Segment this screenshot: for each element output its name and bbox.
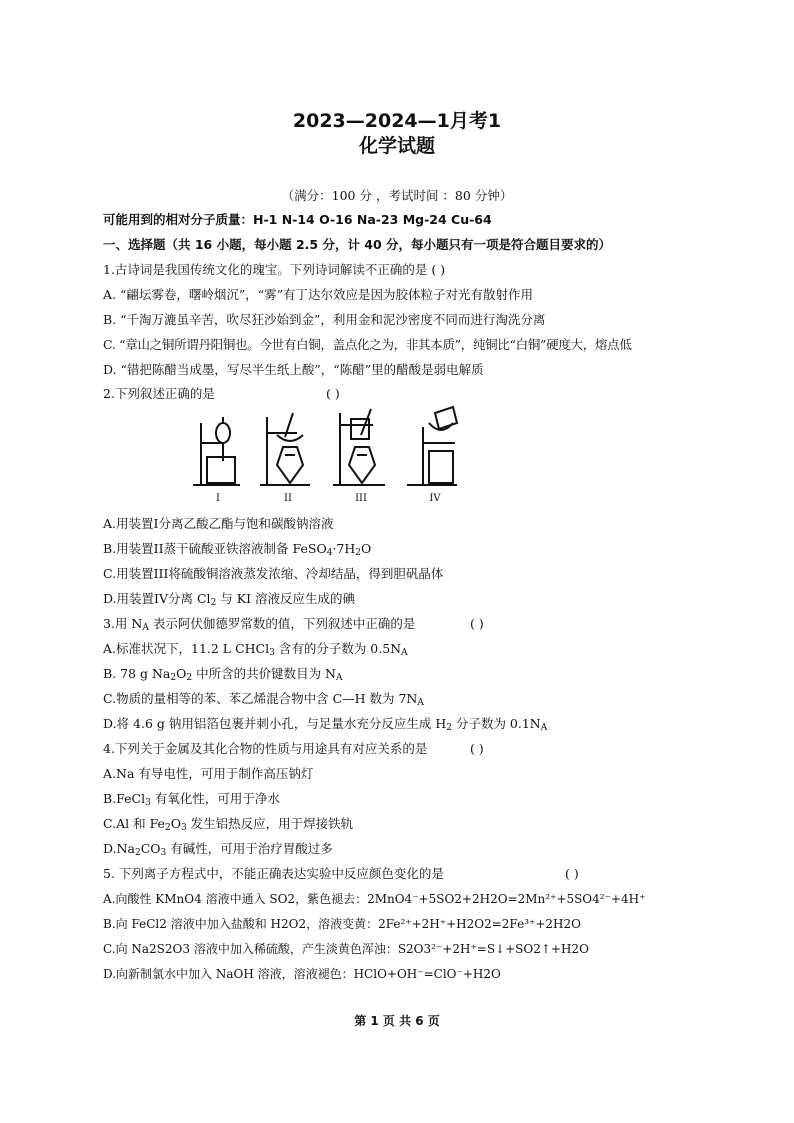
q3-option-b: B. 78 g $Na_2O_2$ 中所含的共价键数目为 $N_A$ [103,666,343,683]
q3-option-d: D.将 4.6 g 钠用铝箔包裹并刺小孔，与足量水充分反应生成 $H_2$ 分子数为 $0.1N_A$ [103,716,548,733]
section-heading: 一、选择题（共 16 小题，每小题 2.5 分，计 40 分，每小题只有一项是符合题目要求的） [103,237,612,252]
q4-option-a: A.Na 有导电性，可用于制作高压钠灯 [103,766,314,781]
q1-option-d: D. “错把陈醋当成墨，写尽半生纸上酸”，“陈醋”里的醋酸是弱电解质 [103,362,484,377]
q4-paren: ( ) [470,741,484,756]
q2-option-c: C.用装置III将硫酸铜溶液蒸发浓缩、冷却结晶，得到胆矾晶体 [103,566,444,581]
q1-option-b: B. “千淘万漉虽辛苦，吹尽狂沙始到金”，利用金和泥沙密度不同而进行淘洗分离 [103,312,546,327]
q4-option-b: B.FeCl$_3$ 有氧化性，可用于净水 [103,791,280,808]
q2-option-a: A.用装置I分离乙酸乙酯与饱和碳酸钠溶液 [103,516,334,531]
exam-subtitle: 化学试题 [358,135,435,157]
q1-option-c: C. “章山之铜所谓丹阳铜也。今世有白铜，盖点化之为，非其本质”，纯铜比“白铜”硬度大，熔点低 [103,337,632,352]
q3-stem: 3.用 $N_A$ 表示阿伏伽德罗常数的值，下列叙述中正确的是 [103,616,416,633]
q5-paren: ( ) [565,866,579,881]
q2-option-b: B.用装置II蒸干硫酸亚铁溶液制备 $FeSO_4\cdot 7H_2O$ [103,541,372,558]
q1-stem: 1.古诗词是我国传统文化的瑰宝。下列诗词解读不正确的是 ( ) [103,262,446,277]
q4-option-d: $D.Na_2CO_3$ 有碱性，可用于治疗胃酸过多 [103,841,333,858]
apparatus-4 [407,407,457,485]
q5-option-a: A.向酸性 KMnO4 溶液中通入 SO2，紫色褪去：2MnO4⁻+5SO2+2H2O=2Mn²⁺+5SO4²⁻+4H⁺ [103,892,646,906]
q1-option-a: A. “翩坛雾卷，曙岭烟沉”，“雾”有丁达尔效应是因为胶体粒子对光有散射作用 [103,287,534,302]
apparatus-label-2: II [284,493,292,504]
q2-stem: 2.下列叙述正确的是 [103,386,215,401]
exam-title: 2023—2024—1月考1 [292,110,502,132]
atomic-masses: 可能用到的相对分子质量：H-1 N-14 O-16 Na-23 Mg-24 Cu-64 [103,212,492,227]
q5-option-c: C.向 Na2S2O3 溶液中加入稀硫酸，产生淡黄色浑浊：S2O3²⁻+2H⁺=S↓+SO2↑+H2O [103,942,589,956]
q5-option-b: B.向 FeCl2 溶液中加入盐酸和 H2O2，溶液变黄：2Fe²⁺+2H⁺+H2O2=2Fe³⁺+2H2O [103,917,581,931]
q2-option-d: D.用装置IV分离 $Cl_2$ 与 KI 溶液反应生成的碘 [103,591,355,608]
apparatus-figure [185,405,485,505]
apparatus-label-4: IV [429,493,441,504]
q3-paren: ( ) [470,616,484,631]
q2-paren: ( ) [326,386,340,401]
apparatus-1 [193,417,240,485]
page-footer: 第 1 页 共 6 页 [354,1014,440,1028]
exam-info: （满分：100 分 ，考试时间 ：80 分钟） [281,188,513,203]
apparatus-label-1: I [216,493,220,504]
q5-option-d: D.向新制氯水中加入 NaOH 溶液，溶液褪色：HClO+OH⁻=ClO⁻+H2O [103,967,501,981]
apparatus-3 [333,409,385,485]
q3-option-c: C.物质的量相等的苯、苯乙烯混合物中含 C—H 数为 $7N_A$ [103,691,424,708]
q5-stem: 5. 下列离子方程式中，不能正确表达实验中反应颜色变化的是 [103,866,444,881]
q4-option-c: C.Al 和 $Fe_2O_3$ 发生铝热反应，用于焊接铁轨 [103,816,354,833]
apparatus-label-3: III [355,493,367,504]
q4-stem: 4.下列关于金属及其化合物的性质与用途具有对应关系的是 [103,741,428,756]
apparatus-2 [260,413,310,485]
q3-option-a: A.标准状况下，11.2 L CHCl$_3$ 含有的分子数为 $0.5N_A$ [103,641,408,658]
